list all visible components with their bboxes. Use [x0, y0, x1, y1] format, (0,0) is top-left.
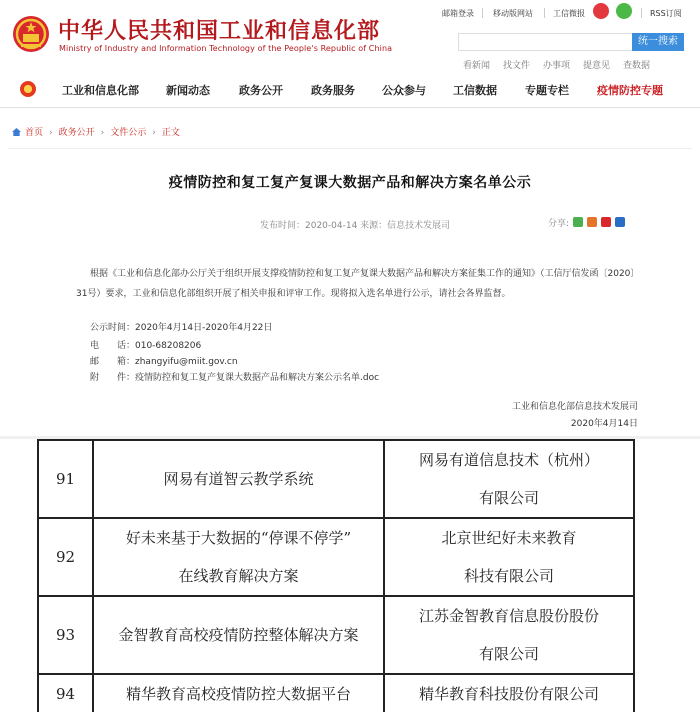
- quick-link-news[interactable]: 看新闻: [463, 61, 491, 71]
- quick-link-data[interactable]: 查数据: [623, 61, 651, 71]
- site-title[interactable]: 中华人民共和国工业和信息化部: [58, 19, 381, 44]
- company-name-line: 精华教育科技股份有限公司: [418, 685, 599, 703]
- row-number: 91: [38, 440, 93, 518]
- company-name: [384, 518, 634, 596]
- search-input[interactable]: [458, 33, 632, 51]
- article-paragraph-line1: 根据《工业和信息化部办公厅关于组织开展支撑疫情防控和复工复产复课大数据产品和解决方案征集工作的通知》（工信厅信发函〔2020〕: [90, 269, 640, 279]
- quick-link-services[interactable]: 办事项: [543, 61, 571, 71]
- attachment-link[interactable]: 附 件：疫情防控和复工复产复课大数据产品和解决方案公示名单.doc: [90, 373, 380, 383]
- nav-item-topics[interactable]: 专题专栏: [525, 84, 569, 97]
- contact-phone: 电 话：010-68208206: [90, 341, 202, 351]
- nav-item-data[interactable]: 工信数据: [453, 84, 497, 97]
- share-wechat-icon[interactable]: [573, 217, 583, 227]
- rss-link[interactable]: RSS订阅: [650, 9, 682, 18]
- home-icon: [12, 128, 21, 136]
- product-name-line: 金智教育高校疫情防控整体解决方案: [118, 626, 359, 644]
- breadcrumb-gov-affairs[interactable]: 政务公开: [58, 128, 95, 138]
- table-row: [38, 674, 634, 712]
- company-name-line: 江苏金智教育信息股份股份: [418, 607, 599, 625]
- main-nav: [0, 72, 700, 108]
- weibao-link[interactable]: 工信微报: [553, 9, 585, 18]
- breadcrumb-separator: ›: [49, 128, 53, 138]
- notice-period: 公示时间：2020年4月14日-2020年4月22日: [90, 323, 273, 333]
- row-number: 94: [38, 674, 93, 712]
- table-row: [38, 518, 634, 596]
- quick-link-feedback[interactable]: 提意见: [583, 61, 611, 71]
- nav-item-miit[interactable]: 工业和信息化部: [62, 84, 139, 97]
- company-name: [384, 674, 634, 712]
- candidate-table: [37, 439, 635, 712]
- quick-link-files[interactable]: 找文件: [503, 61, 531, 71]
- breadcrumb: [12, 125, 180, 138]
- breadcrumb-separator: ›: [100, 128, 105, 138]
- signature-date: 2020年4月14日: [570, 419, 638, 429]
- nav-item-gov-services[interactable]: 政务服务: [311, 84, 355, 97]
- table-row: [38, 440, 634, 518]
- row-number: 93: [38, 596, 93, 674]
- nav-item-participation[interactable]: 公众参与: [382, 84, 426, 97]
- site-header: [0, 0, 700, 70]
- candidate-table-image: [0, 436, 700, 712]
- search-button[interactable]: 统一搜索: [632, 33, 684, 51]
- nav-item-epidemic[interactable]: 疫情防控专题: [597, 84, 663, 97]
- share-qzone-icon[interactable]: [587, 217, 597, 227]
- breadcrumb-file-notice[interactable]: 文件公示: [110, 128, 147, 138]
- product-name-line: 好未来基于大数据的“停课不停学”: [125, 529, 352, 547]
- nav-item-gov-affairs[interactable]: 政务公开: [239, 84, 283, 97]
- weibo-icon[interactable]: [593, 3, 609, 19]
- product-name-line: 精华教育高校疫情防控大数据平台: [125, 685, 351, 703]
- company-name: [384, 440, 634, 518]
- company-name-line: 有限公司: [478, 645, 539, 663]
- miit-logo-icon[interactable]: [20, 81, 36, 97]
- divider: [482, 8, 483, 18]
- company-name-line: 网易有道信息技术（杭州）: [418, 451, 599, 469]
- national-emblem-icon[interactable]: [12, 14, 50, 54]
- share-qq-icon[interactable]: [615, 217, 625, 227]
- divider: [544, 8, 545, 18]
- signature-org: 工业和信息化部信息技术发展司: [511, 402, 638, 412]
- article-title: 疫情防控和复工复产复课大数据产品和解决方案名单公示: [168, 175, 532, 191]
- company-name-line: 有限公司: [478, 489, 539, 507]
- share-weibo-icon[interactable]: [601, 217, 611, 227]
- product-name-line: 网易有道智云教学系统: [163, 470, 314, 488]
- article-paragraph-line2: 31号）要求，工业和信息化部组织开展了相关申报和评审工作。现将拟入选名单进行公示，请社会各界监督。: [76, 289, 511, 299]
- article-meta: 发布时间：2020-04-14 来源：信息技术发展司: [260, 221, 451, 231]
- product-name: [93, 674, 384, 712]
- product-name: [93, 518, 384, 596]
- mail-login-link[interactable]: 邮箱登录: [442, 9, 474, 18]
- product-name: [93, 440, 384, 518]
- company-name-line: 科技有限公司: [463, 567, 554, 585]
- divider: [641, 8, 642, 18]
- contact-email: 邮 箱：zhangyifu@miit.gov.cn: [90, 357, 238, 367]
- row-number: 92: [38, 518, 93, 596]
- breadcrumb-separator: ›: [152, 128, 156, 138]
- mobile-site-link[interactable]: 移动版网站: [493, 9, 533, 18]
- product-name-line: 在线教育解决方案: [178, 567, 299, 585]
- share-label: 分享:: [548, 219, 570, 229]
- wechat-icon[interactable]: [616, 3, 632, 19]
- table-row: [38, 596, 634, 674]
- breadcrumb-current: 正文: [161, 128, 180, 138]
- nav-item-news[interactable]: 新闻动态: [166, 84, 210, 97]
- site-subtitle: Ministry of Industry and Information Technology of the People's Republic of China: [59, 44, 393, 53]
- breadcrumb-home[interactable]: 首页: [25, 128, 44, 138]
- company-name-line: 北京世纪好未来教育: [441, 529, 577, 547]
- company-name: [384, 596, 634, 674]
- product-name: [93, 596, 384, 674]
